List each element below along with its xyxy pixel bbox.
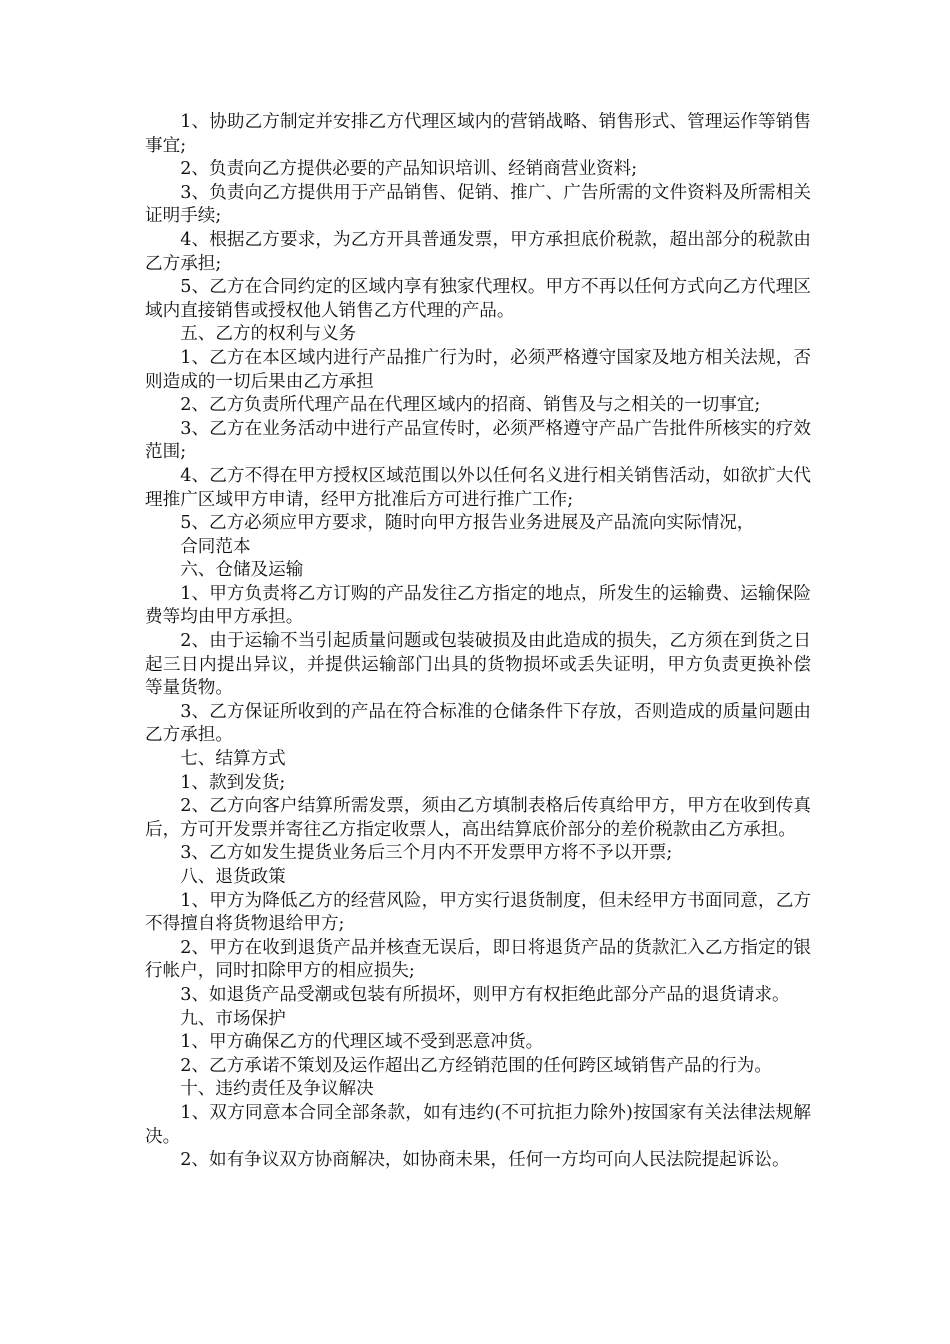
- paragraph: 2、如有争议双方协商解决，如协商未果，任何一方均可向人民法院提起诉讼。: [180, 1150, 790, 1171]
- section-heading: 八、退货政策: [180, 867, 286, 887]
- section-heading: 十、违约责任及争议解决: [180, 1079, 374, 1100]
- paragraph: 5、乙方在合同约定的区域内享有独家代理权。甲方不再以任何方式向乙方代理区域内直接销售或授权他人销售乙方代理的产品。: [145, 277, 811, 321]
- paragraph: 2、负责向乙方提供必要的产品知识培训、经销商营业资料;: [180, 159, 638, 180]
- paragraph: 5、乙方必须应甲方要求，随时向甲方报告业务进展及产品流向实际情况，: [180, 513, 755, 534]
- paragraph: 3、乙方如发生提货业务后三个月内不开发票甲方将不予以开票;: [180, 843, 673, 864]
- paragraph: 2、乙方承诺不策划及运作超出乙方经销范围的任何跨区域销售产品的行为。: [180, 1055, 772, 1076]
- paragraph: 3、如退货产品受潮或包装有所损坏，则甲方有权拒绝此部分产品的退货请求。: [180, 984, 790, 1005]
- paragraph: 2、甲方在收到退货产品并核查无误后，即日将退货产品的货款汇入乙方指定的银行帐户，同时扣除甲方的相应损失;: [145, 937, 811, 982]
- section-heading: 九、市场保护: [180, 1008, 286, 1029]
- paragraph: 3、负责向乙方提供用于产品销售、促销、推广、广告所需的文件资料及所需相关证明手续;: [145, 182, 811, 227]
- document-body: [145, 111, 811, 1173]
- paragraph: 1、甲方为降低乙方的经营风险，甲方实行退货制度，但未经甲方书面同意，乙方不得擅自将货物退给甲方;: [145, 890, 811, 935]
- paragraph: 1、款到发货;: [180, 772, 286, 793]
- paragraph: 1、乙方在本区域内进行产品推广行为时，必须严格遵守国家及地方相关法规，否则造成的一切后果由乙方承担: [145, 347, 811, 392]
- paragraph: 2、乙方负责所代理产品在代理区域内的招商、销售及与之相关的一切事宜;: [180, 395, 761, 416]
- paragraph: 1、协助乙方制定并安排乙方代理区域内的营销战略、销售形式、管理运作等销售事宜;: [145, 112, 811, 156]
- paragraph: 1、甲方确保乙方的代理区域不受到恶意冲货。: [180, 1032, 544, 1053]
- paragraph: 3、乙方在业务活动中进行产品宣传时，必须严格遵守产品广告批件所核实的疗效范围;: [145, 418, 811, 463]
- paragraph: 4、根据乙方要求，为乙方开具普通发票，甲方承担底价税款，超出部分的税款由乙方承担;: [145, 229, 811, 274]
- paragraph: 合同范本: [180, 536, 251, 557]
- section-heading: 七、结算方式: [180, 749, 286, 770]
- paragraph: 2、乙方向客户结算所需发票，须由乙方填制表格后传真给甲方，甲方在收到传真后，方可开发票并寄往乙方指定收票人，高出结算底价部分的差价税款由乙方承担。: [145, 796, 811, 840]
- paragraph: 1、甲方负责将乙方订购的产品发往乙方指定的地点，所发生的运输费、运输保险费等均由甲方承担。: [145, 583, 811, 628]
- paragraph: 2、由于运输不当引起质量问题或包装破损及由此造成的损失，乙方须在到货之日起三日内提出异议，并提供运输部门出具的货物损坏或丢失证明，甲方负责更换补偿等量货物。: [145, 631, 811, 699]
- paragraph: 4、乙方不得在甲方授权区域范围以外以任何名义进行相关销售活动，如欲扩大代理推广区域甲方申请，经甲方批准后方可进行推广工作;: [145, 465, 811, 510]
- section-heading: 五、乙方的权利与义务: [180, 324, 357, 345]
- section-heading: 六、仓储及运输: [180, 560, 304, 581]
- paragraph: 3、乙方保证所收到的产品在符合标准的仓储条件下存放，否则造成的质量问题由乙方承担。: [145, 701, 811, 746]
- paragraph: 1、双方同意本合同全部条款，如有违约(不可抗拒力除外)按国家有关法律法规解决。: [145, 1102, 811, 1147]
